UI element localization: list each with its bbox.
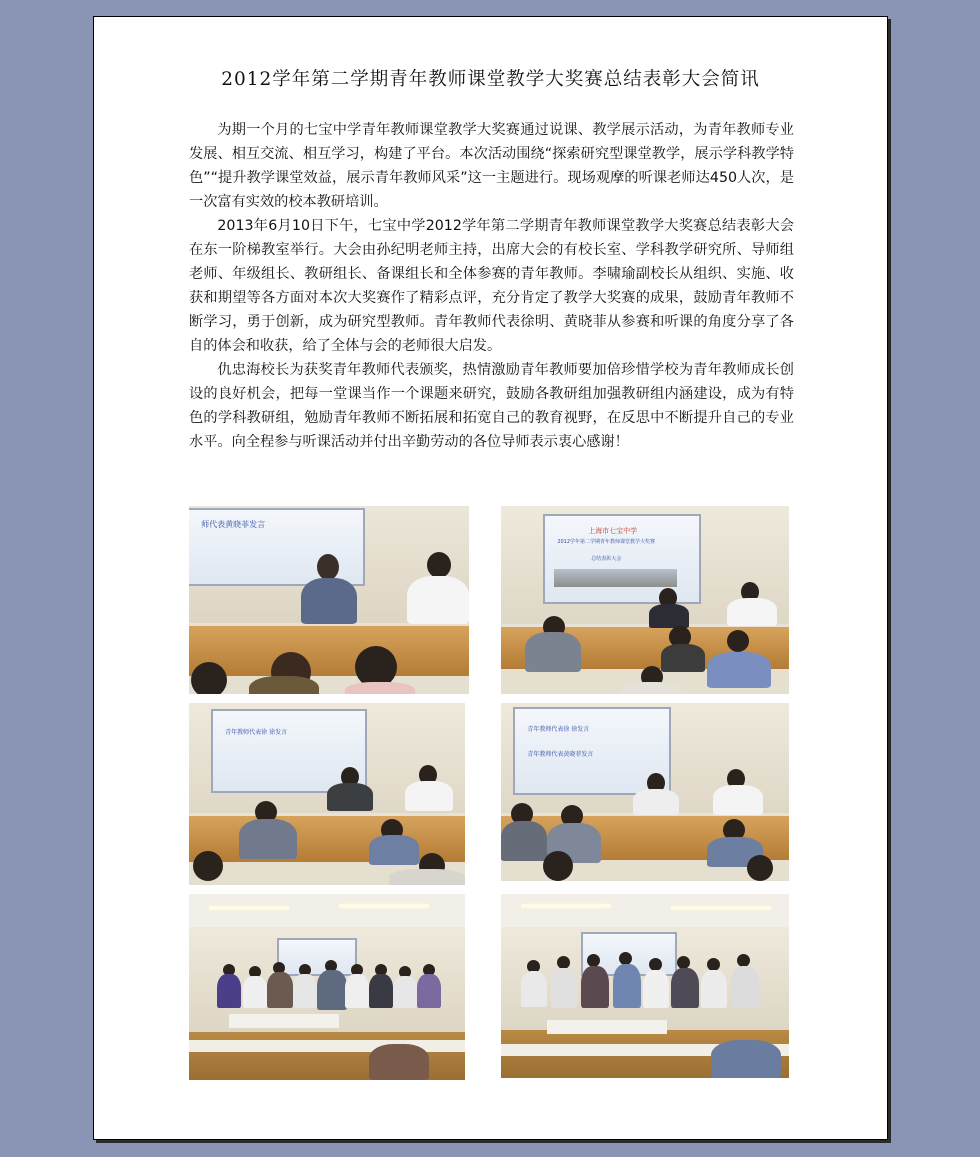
document-page [93,16,888,1140]
photo-award-group-1 [189,894,465,1080]
projection-screen [277,938,357,976]
photo-teacher-speech-1 [189,703,465,885]
projection-screen: 青年教师代表徐 徐发言 青年教师代表黄晓菲发言 [513,707,671,795]
photo-speaker-close-up [189,506,469,694]
article-body [189,118,794,454]
paragraph-3: 仇忠海校长为获奖青年教师代表颁奖，热情激励青年教师要加倍珍惜学校为青年教师成长创设的良好机会，把每一堂课当作一个课题来研究，鼓励各教研组加强教研组内涵建设，成为有特色的学科教研组，勉励青年教师不断拓展和拓宽自己的教育视野，在反思中不断提升自己的专业水平。向全程参与听课活动并付出辛勤劳动的各位导师表示衷心感谢！ [189,362,794,450]
photo-conference-stage [501,506,789,694]
photo-award-group-2 [501,894,789,1078]
page-title: 2012学年第二学期青年教师课堂教学大奖赛总结表彰大会简讯 [221,69,760,90]
paragraph-2: 2013年6月10日下午，七宝中学2012学年第二学期青年教师课堂教学大奖赛总结表彰大会在东一阶梯教室举行。大会由孙纪明老师主持，出席大会的有校长室、学科教学研究所、导师组老师、年级组长、教研组长、备课组长和全体参赛的青年教师。李啸瑜副校长从组织、实施、收获和期望等各方面对本次大奖赛作了精彩点评，充分肯定了教学大奖赛的成果，鼓励青年教师不断学习，勇于创新，成为研究型教师。青年教师代表徐明、黄晓菲从参赛和听课的角度分享了各自的体会和收获，给了全体与会的老师很大启发。 [189,218,794,354]
projection-screen: 青年教师代表徐 徐发言 [211,709,367,793]
projection-screen: 师代表黄晓菲发言 [189,508,365,586]
paragraph-1: 为期一个月的七宝中学青年教师课堂教学大奖赛通过说课、教学展示活动，为青年教师专业发展、相互交流、相互学习，构建了平台。本次活动围绕“探索研究型课堂教学，展示学科教学特色”“提升教学课堂效益，展示青年教师风采”这一主题进行。现场观摩的听课老师达450人次，是一次富有实效的校本教研培训。 [189,122,794,210]
projection-screen: 上海市七宝中学 2012学年第二学期青年教师课堂教学大奖赛 总结表彰大会 [543,514,701,604]
photo-teacher-speech-2 [501,703,789,881]
